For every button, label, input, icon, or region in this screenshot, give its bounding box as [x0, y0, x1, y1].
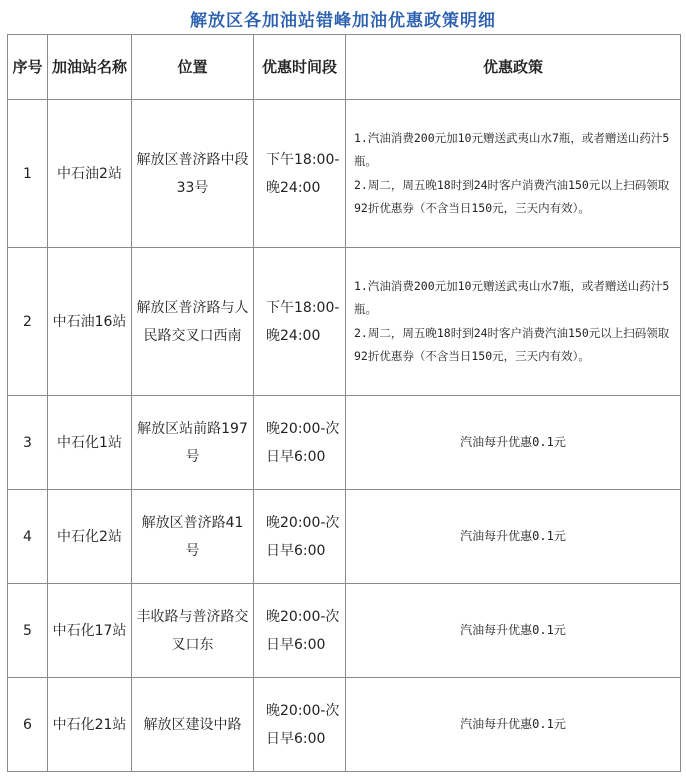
cell-time: 下午18:00-晚24:00 — [254, 248, 346, 396]
cell-seq: 4 — [8, 490, 48, 584]
table-row — [8, 678, 681, 772]
cell-seq: 5 — [8, 584, 48, 678]
policy-line: 1.汽油消费200元加10元赠送武夷山水7瓶，或者赠送山药汁5瓶。 — [354, 278, 670, 316]
cell-station-name: 中石油2站 — [48, 100, 132, 248]
cell-time: 晚20:00-次日早6:00 — [254, 396, 346, 490]
cell-seq: 1 — [8, 100, 48, 248]
cell-station-name: 中石化2站 — [48, 490, 132, 584]
policy-line: 汽油每升优惠0.1元 — [460, 434, 566, 449]
cell-policy — [346, 678, 681, 772]
table-header-row — [8, 35, 681, 100]
cell-station-name: 中石化1站 — [48, 396, 132, 490]
cell-seq: 6 — [8, 678, 48, 772]
cell-time: 晚20:00-次日早6:00 — [254, 678, 346, 772]
cell-location: 解放区站前路197号 — [132, 396, 254, 490]
cell-location: 解放区建设中路 — [132, 678, 254, 772]
policy-line: 汽油每升优惠0.1元 — [460, 716, 566, 731]
table-row — [8, 396, 681, 490]
discount-policy-table — [7, 34, 681, 772]
cell-time: 下午18:00-晚24:00 — [254, 100, 346, 248]
cell-time: 晚20:00-次日早6:00 — [254, 490, 346, 584]
cell-policy — [346, 584, 681, 678]
policy-line: 汽油每升优惠0.1元 — [460, 622, 566, 637]
policy-line: 2.周二，周五晚18时到24时客户消费汽油150元以上扫码领取92折优惠券（不含当日150元，三天内有效）。 — [354, 325, 670, 363]
document-title: 解放区各加油站错峰加油优惠政策明细 — [190, 11, 496, 31]
cell-location: 解放区普济路与人民路交叉口西南 — [132, 248, 254, 396]
cell-station-name: 中石化21站 — [48, 678, 132, 772]
header-policy: 优惠政策 — [346, 35, 681, 100]
policy-line: 汽油每升优惠0.1元 — [460, 528, 566, 543]
cell-station-name: 中石油16站 — [48, 248, 132, 396]
cell-location: 解放区普济路中段33号 — [132, 100, 254, 248]
table-row — [8, 248, 681, 396]
cell-location: 丰收路与普济路交叉口东 — [132, 584, 254, 678]
cell-policy — [346, 100, 681, 248]
cell-policy — [346, 396, 681, 490]
cell-seq: 2 — [8, 248, 48, 396]
table-row — [8, 584, 681, 678]
cell-seq: 3 — [8, 396, 48, 490]
cell-time: 晚20:00-次日早6:00 — [254, 584, 346, 678]
cell-location: 解放区普济路41号 — [132, 490, 254, 584]
header-name: 加油站名称 — [48, 35, 132, 100]
cell-policy — [346, 248, 681, 396]
cell-station-name: 中石化17站 — [48, 584, 132, 678]
table-row — [8, 490, 681, 584]
cell-policy — [346, 490, 681, 584]
table-row — [8, 100, 681, 248]
header-time: 优惠时间段 — [254, 35, 346, 100]
policy-line: 2.周二，周五晚18时到24时客户消费汽油150元以上扫码领取92折优惠券（不含当日150元，三天内有效）。 — [354, 177, 670, 215]
header-seq: 序号 — [8, 35, 48, 100]
header-location: 位置 — [132, 35, 254, 100]
policy-line: 1.汽油消费200元加10元赠送武夷山水7瓶，或者赠送山药汁5瓶。 — [354, 130, 670, 168]
